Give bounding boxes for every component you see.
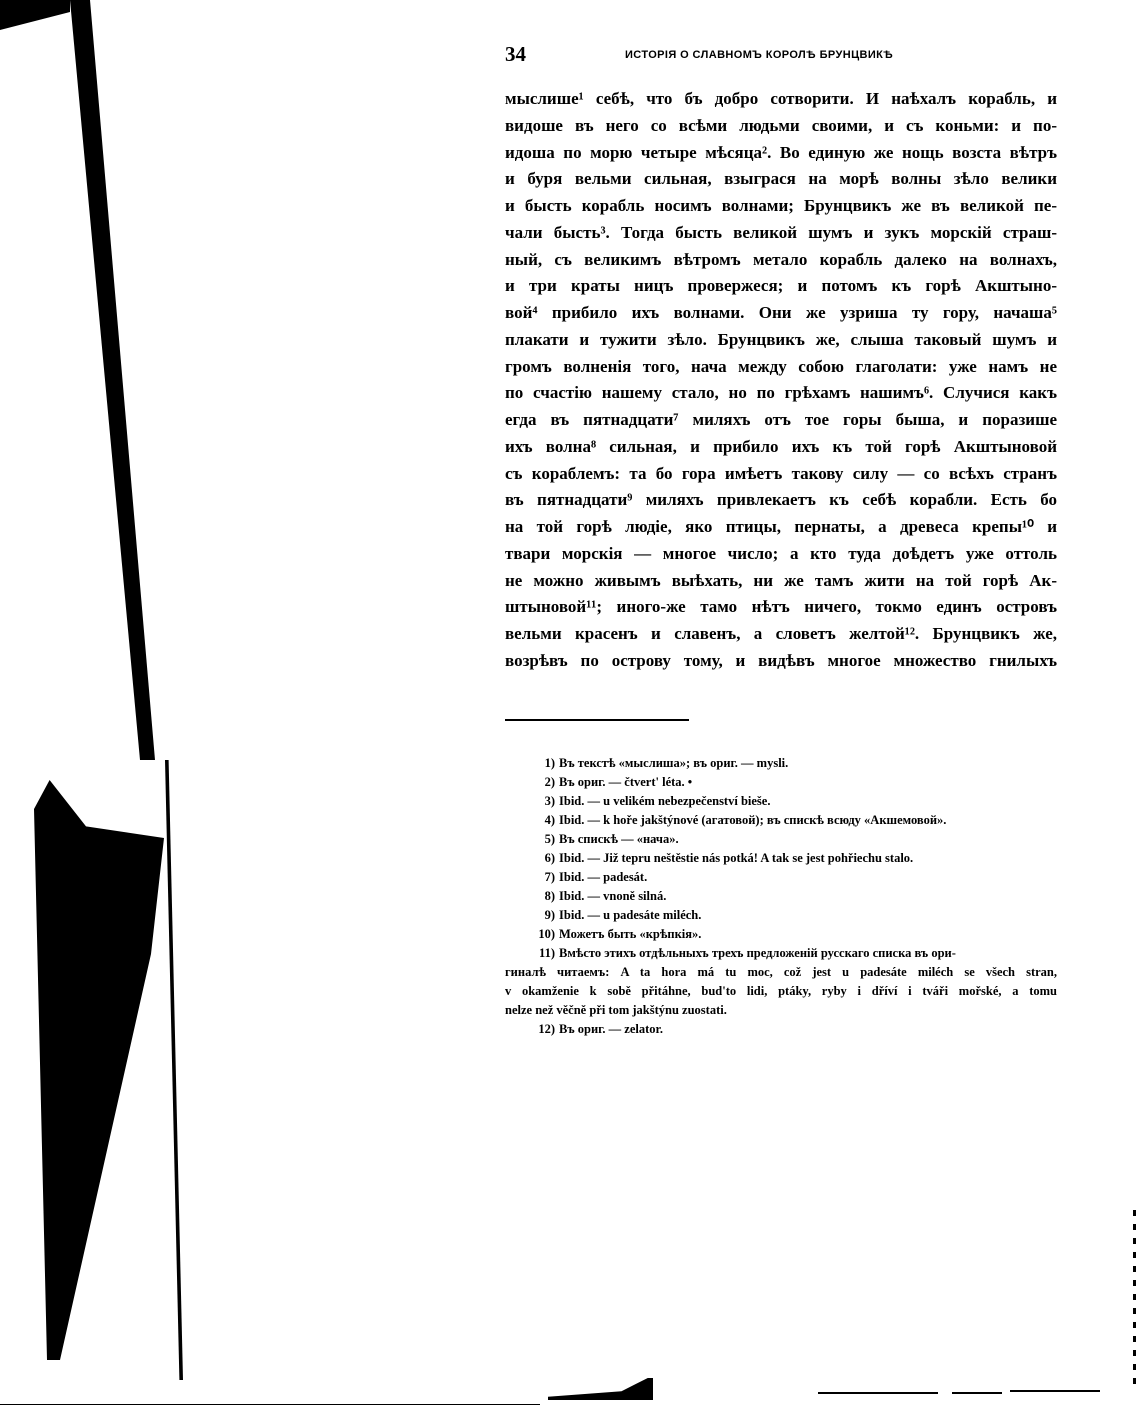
body-line: идоша по морю четыре мѣсяца². Во единую же нощь возста вѣтръ (505, 142, 1057, 162)
body-line: вой⁴ прибило ихъ волнами. Они же узриша ту гору, начаша⁵ (505, 303, 1057, 322)
body-line: мыслише¹ себѣ, что бъ добро сотворити. И наѣхалъ корабль, и (505, 89, 1057, 108)
footnote-number: 9) (544, 907, 555, 922)
scan-artifact-bottom-line (952, 1392, 1002, 1394)
body-line: на той горѣ людіе, яко птицы, пернаты, а древеса крепы¹⁰ и (505, 517, 1057, 536)
scan-artifact-bottom-line (1010, 1390, 1100, 1392)
footnote (505, 868, 1057, 887)
footnote-text: Въ текстѣ «мыслиша»; въ ориг. — mysli. (559, 755, 789, 770)
footnote (505, 944, 1057, 963)
body-line: возрѣвъ по острову тому, и видѣвъ многое множество гнилыхъ (505, 650, 1057, 670)
footnote-number: 5) (544, 831, 555, 846)
footnote-separator (505, 719, 689, 721)
footnote-continuation: гиналѣ читаемъ: A ta hora má tu moc, což jest u padesáte miléch se všech stran, (505, 964, 1057, 979)
scan-artifact-top-left (0, 0, 70, 30)
footnote-number: 3) (544, 793, 555, 808)
footnote (505, 906, 1057, 925)
body-line: не можно живымъ выѣхать, ни же тамъ жити на той горѣ Ак- (505, 570, 1057, 590)
body-line: видоше въ него со всѣми людьми своими, и съ коньми: и по- (505, 115, 1057, 135)
body-text (505, 86, 1057, 675)
footnote-text: Ibid. — vnoně silná. (559, 888, 667, 903)
body-line: и бысть корабль носимъ волнами; Брунцвикъ же въ великой пе- (505, 196, 1057, 215)
footnote-number: 8) (544, 888, 555, 903)
footnote-number: 11) (539, 945, 555, 960)
footnote-number: 1) (544, 755, 555, 770)
body-line: по счастію нашему стало, но по грѣхамъ нашимъ⁶. Случися какъ (505, 383, 1057, 403)
footnote-text: Въ ориг. — zelator. (559, 1021, 664, 1036)
document-page (505, 40, 1057, 1039)
footnotes (505, 754, 1057, 1039)
body-line: громъ волненія того, нача между собою глаголати: уже намъ не (505, 356, 1057, 376)
footnote (505, 1020, 1057, 1039)
page-header (505, 40, 1057, 70)
scan-artifact-left-strip (60, 0, 160, 760)
body-line: ихъ волна⁸ сильная, и прибило ихъ къ той горѣ Акштыновой (505, 436, 1057, 456)
footnote-number: 10) (538, 926, 555, 941)
footnote-text: Въ ориг. — čtvert' léta. • (559, 774, 693, 789)
footnote-number: 7) (544, 869, 555, 884)
footnote-text: Ibid. — u padesáte miléch. (559, 907, 702, 922)
body-line: и буря вельми сильная, взыграся на морѣ волны зѣло велики (505, 169, 1057, 189)
body-line: егда въ пятнадцати⁷ миляхъ отъ тое горы быша, и поразише (505, 410, 1057, 429)
footnote (505, 887, 1057, 906)
footnote-number: 6) (544, 850, 555, 865)
scan-artifact-left-line (165, 760, 183, 1380)
body-line: плакати и тужити зѣло. Брунцвикъ же, слыша таковый шумъ и (505, 329, 1057, 349)
footnote (505, 773, 1057, 792)
body-line: и три краты ницъ провержеся; и потомъ къ горѣ Акштыно- (505, 276, 1057, 296)
footnote-text: Ibid. — u velikém nebezpečenství bieše. (559, 793, 771, 808)
footnote (505, 925, 1057, 944)
footnote (505, 811, 1057, 830)
body-line: чали бысть³. Тогда бысть великой шумъ и зукъ морскій страш- (505, 222, 1057, 242)
footnote (505, 830, 1057, 849)
footnote (505, 754, 1057, 773)
footnote-text: Въ спискѣ — «нача». (559, 831, 679, 846)
footnote-text: Можетъ быть «крѣпкія». (559, 926, 702, 941)
body-line: съ кораблемъ: та бо гора имѣетъ такову силу — со всѣхъ странъ (505, 463, 1057, 483)
scan-artifact-bottom-line (818, 1392, 938, 1394)
scan-artifact-bottom-edge (0, 1404, 540, 1405)
footnote-text: Вмѣсто этихъ отдѣльныхъ трехъ предложеній русскаго списка въ ори- (559, 945, 956, 960)
footnote (505, 849, 1057, 868)
footnote-number: 12) (538, 1021, 555, 1036)
body-line: ный, съ великимъ вѣтромъ метало корабль далеко на волнахъ, (505, 249, 1057, 269)
footnote-number: 2) (544, 774, 555, 789)
footnote-continuation: nelze než věčně při tom jakštýnu zuostati. (505, 1002, 727, 1017)
body-line: въ пятнадцати⁹ миляхъ привлекаетъ къ себѣ корабли. Есть бо (505, 490, 1057, 510)
running-head: ИСТОРІЯ О СЛАВНОМЪ КОРОЛѢ БРУНЦВИКѢ (625, 49, 894, 61)
page-number: 34 (505, 42, 526, 66)
footnote-number: 4) (544, 812, 555, 827)
footnote-text: Ibid. — padesát. (559, 869, 648, 884)
footnote-text: Ibid. — k hoře jakštýnové (агатовой); въ спискѣ всюду «Акшемовой». (559, 812, 947, 827)
footnote (505, 792, 1057, 811)
scan-artifact-right-edge (1133, 1210, 1136, 1390)
body-line: вельми красенъ и славенъ, а словетъ желтой¹². Брунцвикъ же, (505, 624, 1057, 643)
body-line: твари морскія — многое число; а кто туда доѣдетъ уже оттоль (505, 543, 1057, 563)
footnote-text: Ibid. — Již tepru neštěstie nás potká! A tak se jest pohřiechu stalo. (559, 850, 914, 865)
scan-artifact-left-dark-shape (34, 780, 164, 1360)
body-line: штыновой¹¹; иного-же тамо нѣтъ ничего, токмо единъ островъ (505, 597, 1057, 617)
scan-artifact-bottom-center (548, 1378, 653, 1400)
footnote-continuation: v okamženie k sobě přitáhne, bud'to lidi, ptáky, ryby i dříví i tváři mořské, a tomu (505, 983, 1057, 998)
